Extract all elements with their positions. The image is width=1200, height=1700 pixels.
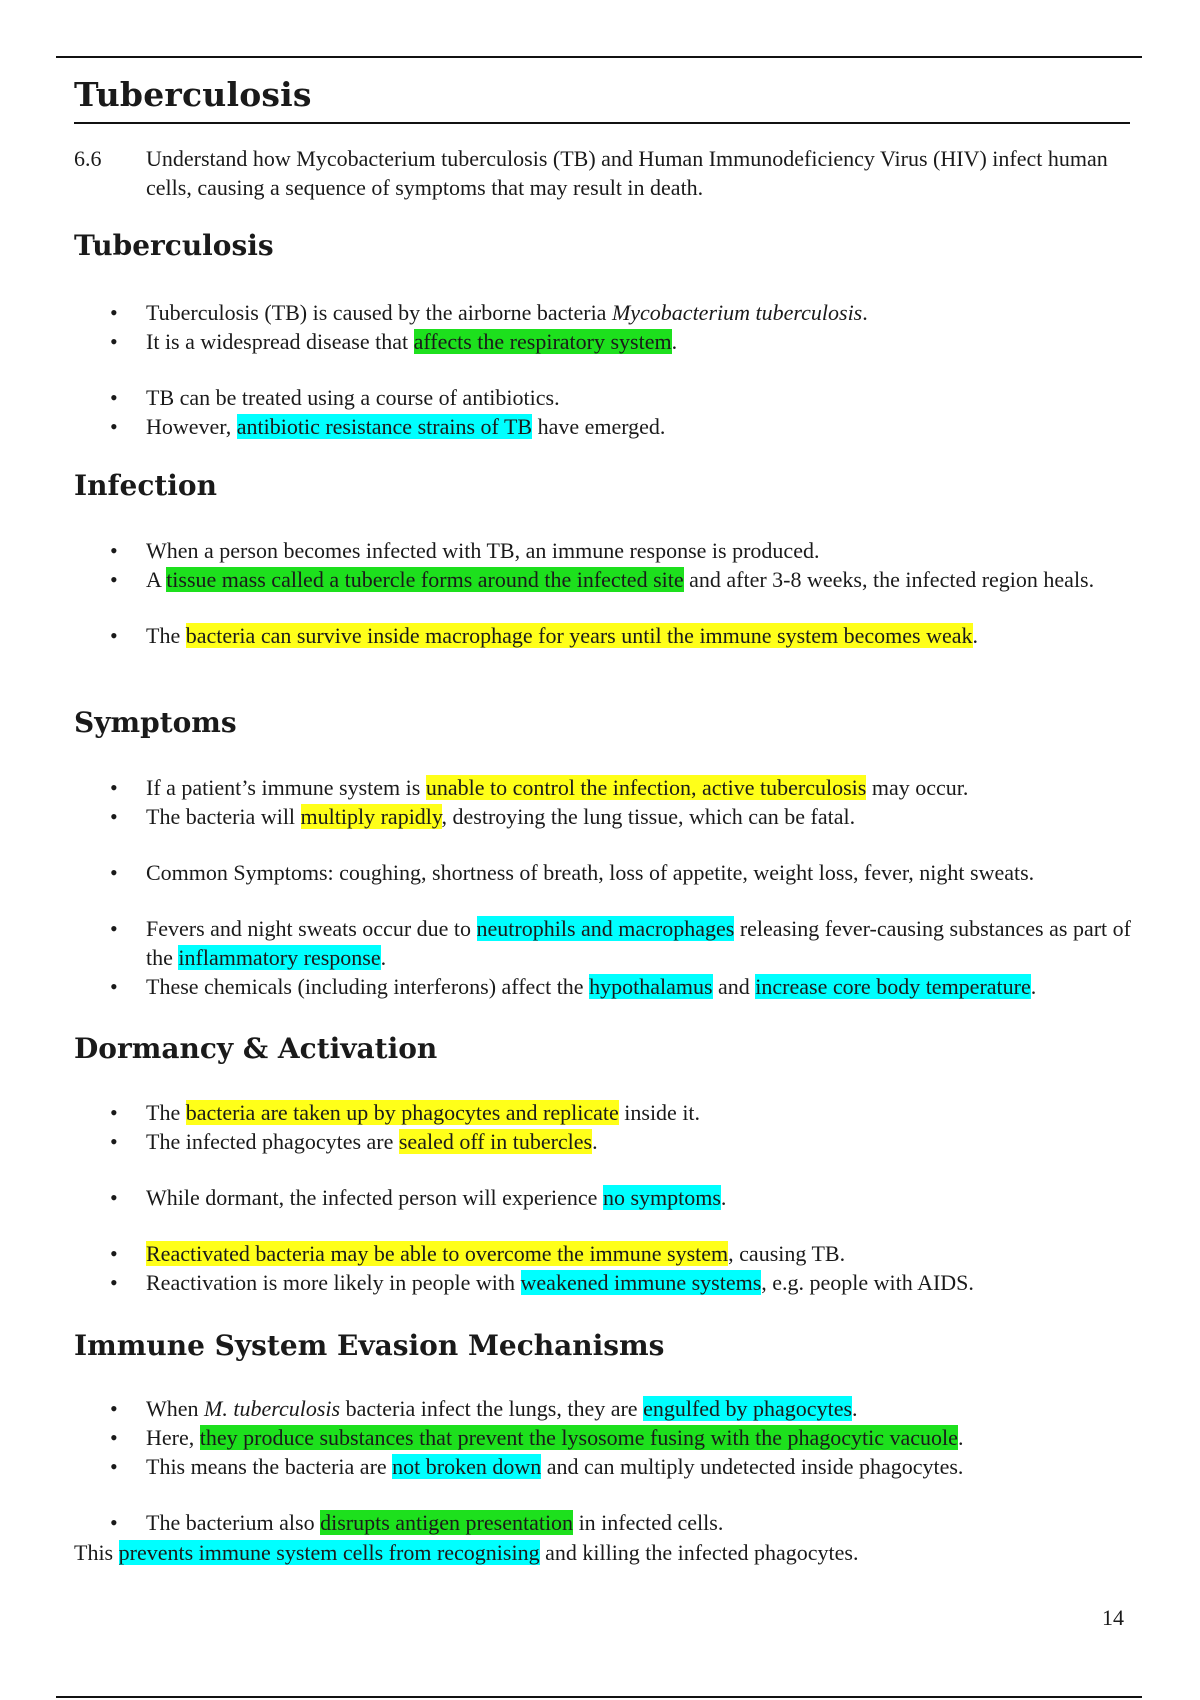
highlight: bacteria can survive inside macrophage for years until the immune system becomes weak xyxy=(185,623,973,648)
spec-text: Understand how Mycobacterium tuberculosis (TB) and Human Immunodeficiency Virus (HIV) infect human cells, causing a sequence of symptoms that may result in death. xyxy=(146,146,1108,200)
highlight: increase core body temperature xyxy=(755,974,1031,999)
list-item: • The bacteria can survive inside macrophage for years until the immune system becomes weak. xyxy=(74,621,1138,650)
highlight: sealed off in tubercles xyxy=(398,1129,593,1154)
tuberculosis-list xyxy=(74,298,1138,441)
highlight: prevents immune system cells from recognising xyxy=(118,1540,540,1565)
list-item: • The infected phagocytes are sealed off in tubercles. xyxy=(74,1127,1138,1156)
list-item: • Fevers and night sweats occur due to neutrophils and macrophages releasing fever-causing substances as part of the inflammatory response. xyxy=(74,914,1138,972)
highlight: no symptoms xyxy=(602,1185,721,1210)
highlight: tissue mass called a tubercle forms around the infected site xyxy=(166,567,684,592)
list-item: • The bacteria will multiply rapidly, destroying the lung tissue, which can be fatal. xyxy=(74,802,1138,831)
symptoms-list xyxy=(74,773,1138,1001)
highlight: they produce substances that prevent the lysosome fusing with the phagocytic vacuole xyxy=(199,1425,958,1450)
list-item: • Here, they produce substances that prevent the lysosome fusing with the phagocytic vacuole. xyxy=(74,1423,1138,1452)
evasion-list xyxy=(74,1394,1138,1537)
highlight: neutrophils and macrophages xyxy=(476,916,735,941)
list-item: • The bacteria are taken up by phagocytes and replicate inside it. xyxy=(74,1098,1138,1127)
highlight: disrupts antigen presentation xyxy=(320,1510,574,1535)
evasion-paragraph: This prevents immune system cells from recognising and killing the infected phagocytes. xyxy=(74,1540,859,1565)
top-rule xyxy=(56,56,1142,58)
list-item: • These chemicals (including interferons) affect the hypothalamus and increase core body temperature. xyxy=(74,972,1138,1001)
section-heading-evasion: Immune System Evasion Mechanisms xyxy=(74,1329,665,1362)
page-title: Tuberculosis xyxy=(74,72,1130,124)
page-number: 14 xyxy=(1102,1605,1124,1630)
section-heading-dormancy: Dormancy & Activation xyxy=(74,1032,438,1065)
list-item: • It is a widespread disease that affects the respiratory system. xyxy=(74,327,1138,356)
list-item: • Reactivation is more likely in people with weakened immune systems, e.g. people with AIDS. xyxy=(74,1268,1138,1297)
list-item: • However, antibiotic resistance strains of TB have emerged. xyxy=(74,412,1138,441)
spec-number: 6.6 xyxy=(74,146,102,171)
list-item: • The bacterium also disrupts antigen presentation in infected cells. xyxy=(74,1508,1138,1537)
list-item: • When a person becomes infected with TB, an immune response is produced. xyxy=(74,536,1138,565)
highlight: hypothalamus xyxy=(589,974,713,999)
highlight: antibiotic resistance strains of TB xyxy=(236,414,533,439)
highlight: not broken down xyxy=(392,1454,542,1479)
highlight: weakened immune systems xyxy=(520,1270,762,1295)
highlight: Reactivated bacteria may be able to overcome the immune system xyxy=(146,1241,729,1266)
section-heading-symptoms: Symptoms xyxy=(74,706,237,739)
section-heading-infection: Infection xyxy=(74,469,217,502)
highlight: unable to control the infection, active tuberculosis xyxy=(425,775,867,800)
list-item: • When M. tuberculosis bacteria infect the lungs, they are engulfed by phagocytes. xyxy=(74,1394,1138,1423)
section-heading-tuberculosis: Tuberculosis xyxy=(74,229,274,262)
list-item: • A tissue mass called a tubercle forms around the infected site and after 3-8 weeks, the infected region heals. xyxy=(74,565,1138,594)
bottom-rule xyxy=(56,1696,1142,1698)
list-item: • This means the bacteria are not broken down and can multiply undetected inside phagocytes. xyxy=(74,1452,1138,1481)
list-item: • Reactivated bacteria may be able to overcome the immune system, causing TB. xyxy=(74,1239,1138,1268)
infection-list xyxy=(74,536,1138,650)
list-item: • While dormant, the infected person will experience no symptoms. xyxy=(74,1183,1138,1212)
spec-statement xyxy=(74,144,1134,202)
list-item: • If a patient’s immune system is unable to control the infection, active tuberculosis may occur. xyxy=(74,773,1138,802)
highlight: engulfed by phagocytes xyxy=(643,1396,853,1421)
highlight: affects the respiratory system xyxy=(413,329,672,354)
highlight: multiply rapidly xyxy=(300,804,442,829)
list-item: • TB can be treated using a course of antibiotics. xyxy=(74,383,1138,412)
list-item: • Tuberculosis (TB) is caused by the airborne bacteria Mycobacterium tuberculosis. xyxy=(74,298,1138,327)
highlight: bacteria are taken up by phagocytes and replicate xyxy=(185,1100,619,1125)
list-item: • Common Symptoms: coughing, shortness of breath, loss of appetite, weight loss, fever, night sweats. xyxy=(74,858,1138,887)
highlight: inflammatory response xyxy=(178,945,381,970)
dormancy-list xyxy=(74,1098,1138,1297)
